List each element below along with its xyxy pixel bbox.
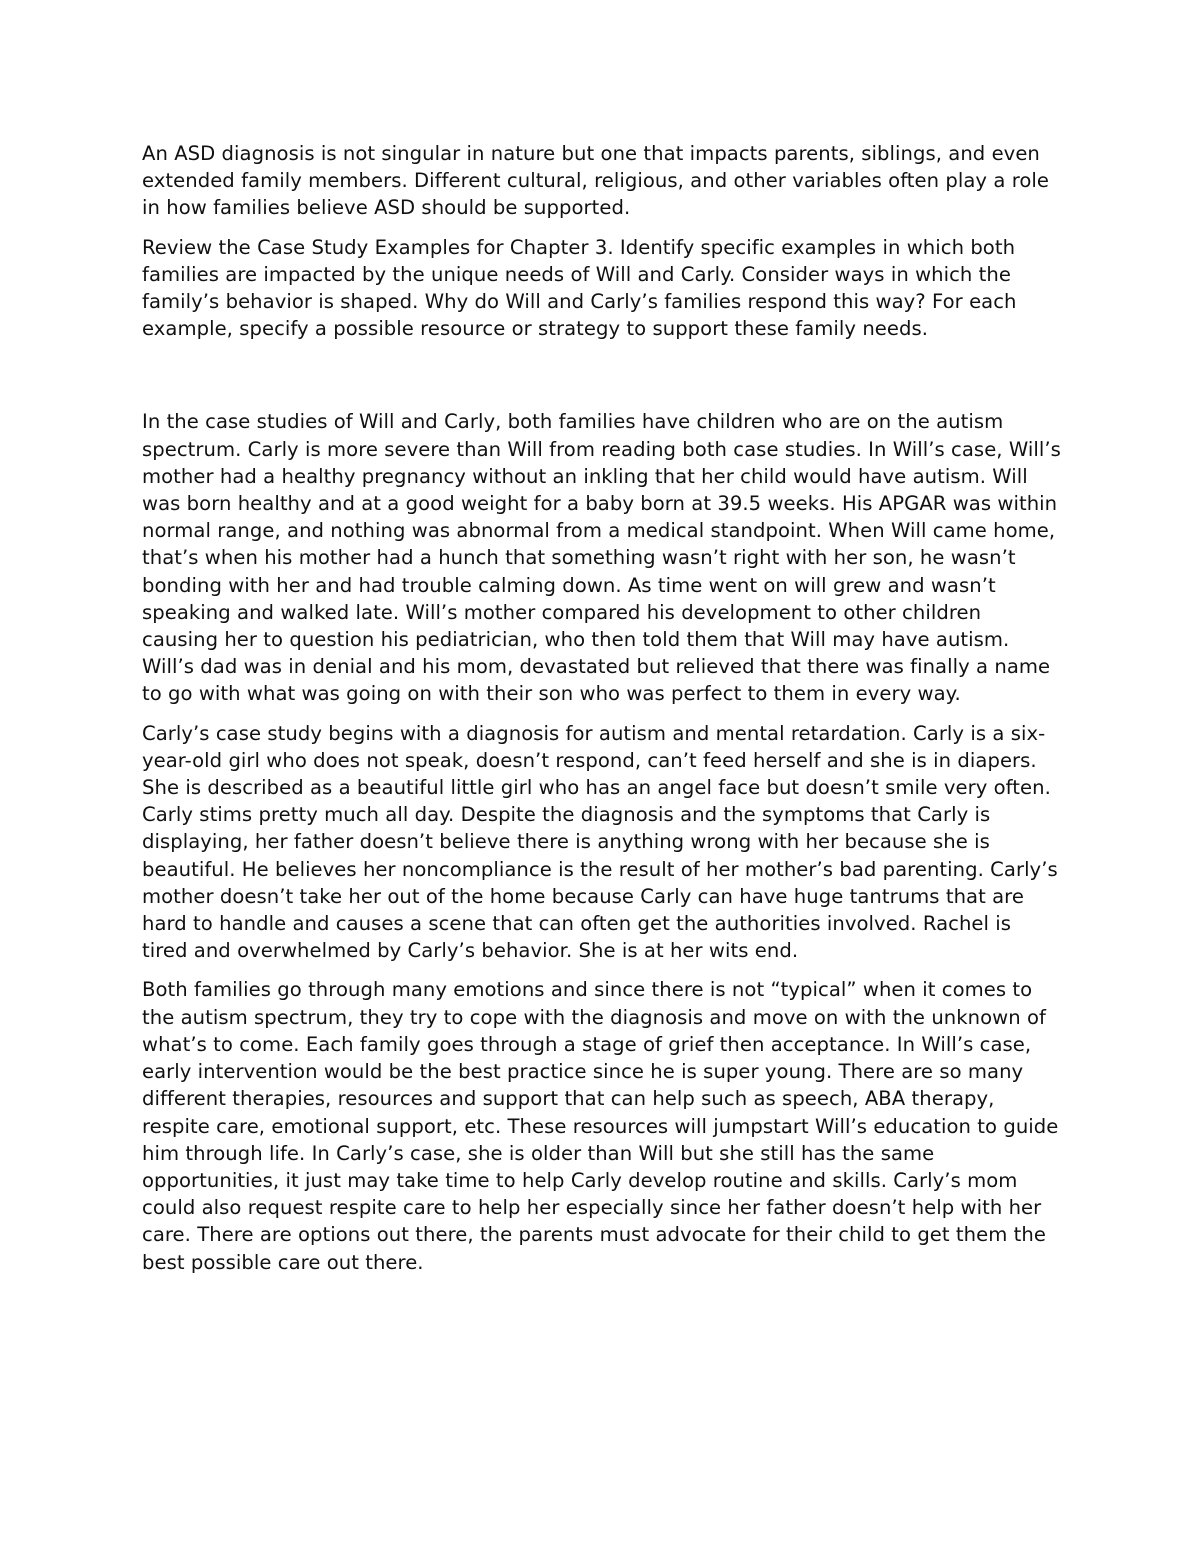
conclusion-paragraph: Both families go through many emotions and since there is not “typical” when it comes to the autism spectrum, they try to cope with the diagnosis and move on with the unknown of what’s to come. Each family goes through a stage of grief then acceptance. In Will’s case, early intervention would be the best practice since he is super young. There are so many different therapies, resources and support that can help such as speech, ABA therapy, respite care, emotional support, etc. These resources will jumpstart Will’s education to guide him through life. In Carly’s case, she is older than Will but she still has the same opportunities, it just may take time to help Carly develop routine and skills. Carly’s mom could also request respite care to help her especially since her father doesn’t help with her care. There are options out there, the parents must advocate for their child to get them the best possible care out there. <box>142 978 1059 1274</box>
document-body <box>142 140 1062 1288</box>
will-case-paragraph: In the case studies of Will and Carly, both families have children who are on the autism spectrum. Carly is more severe than Will from reading both case studies. In Will’s case, Will’s mother had a healthy pregnancy without an inkling that her child would have autism. Will was born healthy and at a good weight for a baby born at 39.5 weeks. His APGAR was within normal range, and nothing was abnormal from a medical standpoint. When Will came home, that’s when his mother had a hunch that something wasn’t right with her son, he wasn’t bonding with her and had trouble calming down. As time went on will grew and wasn’t speaking and walked late. Will’s mother compared his development to other children causing her to question his pediatrician, who then told them that Will may have autism. Will’s dad was in denial and his mom, devastated but relieved that there was finally a name to go with what was going on with their son who was perfect to them in every way. <box>142 410 1061 706</box>
carly-case-paragraph: Carly’s case study begins with a diagnosis for autism and mental retardation. Carly is a six-year-old girl who does not speak, doesn’t respond, can’t feed herself and she is in diapers. She is described as a beautiful little girl who has an angel face but doesn’t smile very often. Carly stims pretty much all day. Despite the diagnosis and the symptoms that Carly is displaying, her father doesn’t believe there is anything wrong with her because she is beautiful. He believes her noncompliance is the result of her mother’s bad parenting. Carly’s mother doesn’t take her out of the home because Carly can have huge tantrums that are hard to handle and causes a scene that can often get the authorities involved. Rachel is tired and overwhelmed by Carly’s behavior. She is at her wits end. <box>142 721 1058 963</box>
prompt-intro-paragraph: An ASD diagnosis is not singular in nature but one that impacts parents, siblings, and even extended family members. Different cultural, religious, and other variables often play a role in how families believe ASD should be supported. <box>142 142 1050 220</box>
prompt-instructions-paragraph: Review the Case Study Examples for Chapter 3. Identify specific examples in which both families are impacted by the unique needs of Will and Carly. Consider ways in which the family’s behavior is shaped. Why do Will and Carly’s families respond this way? For each example, specify a possible resource or strategy to support these family needs. <box>142 235 1017 341</box>
